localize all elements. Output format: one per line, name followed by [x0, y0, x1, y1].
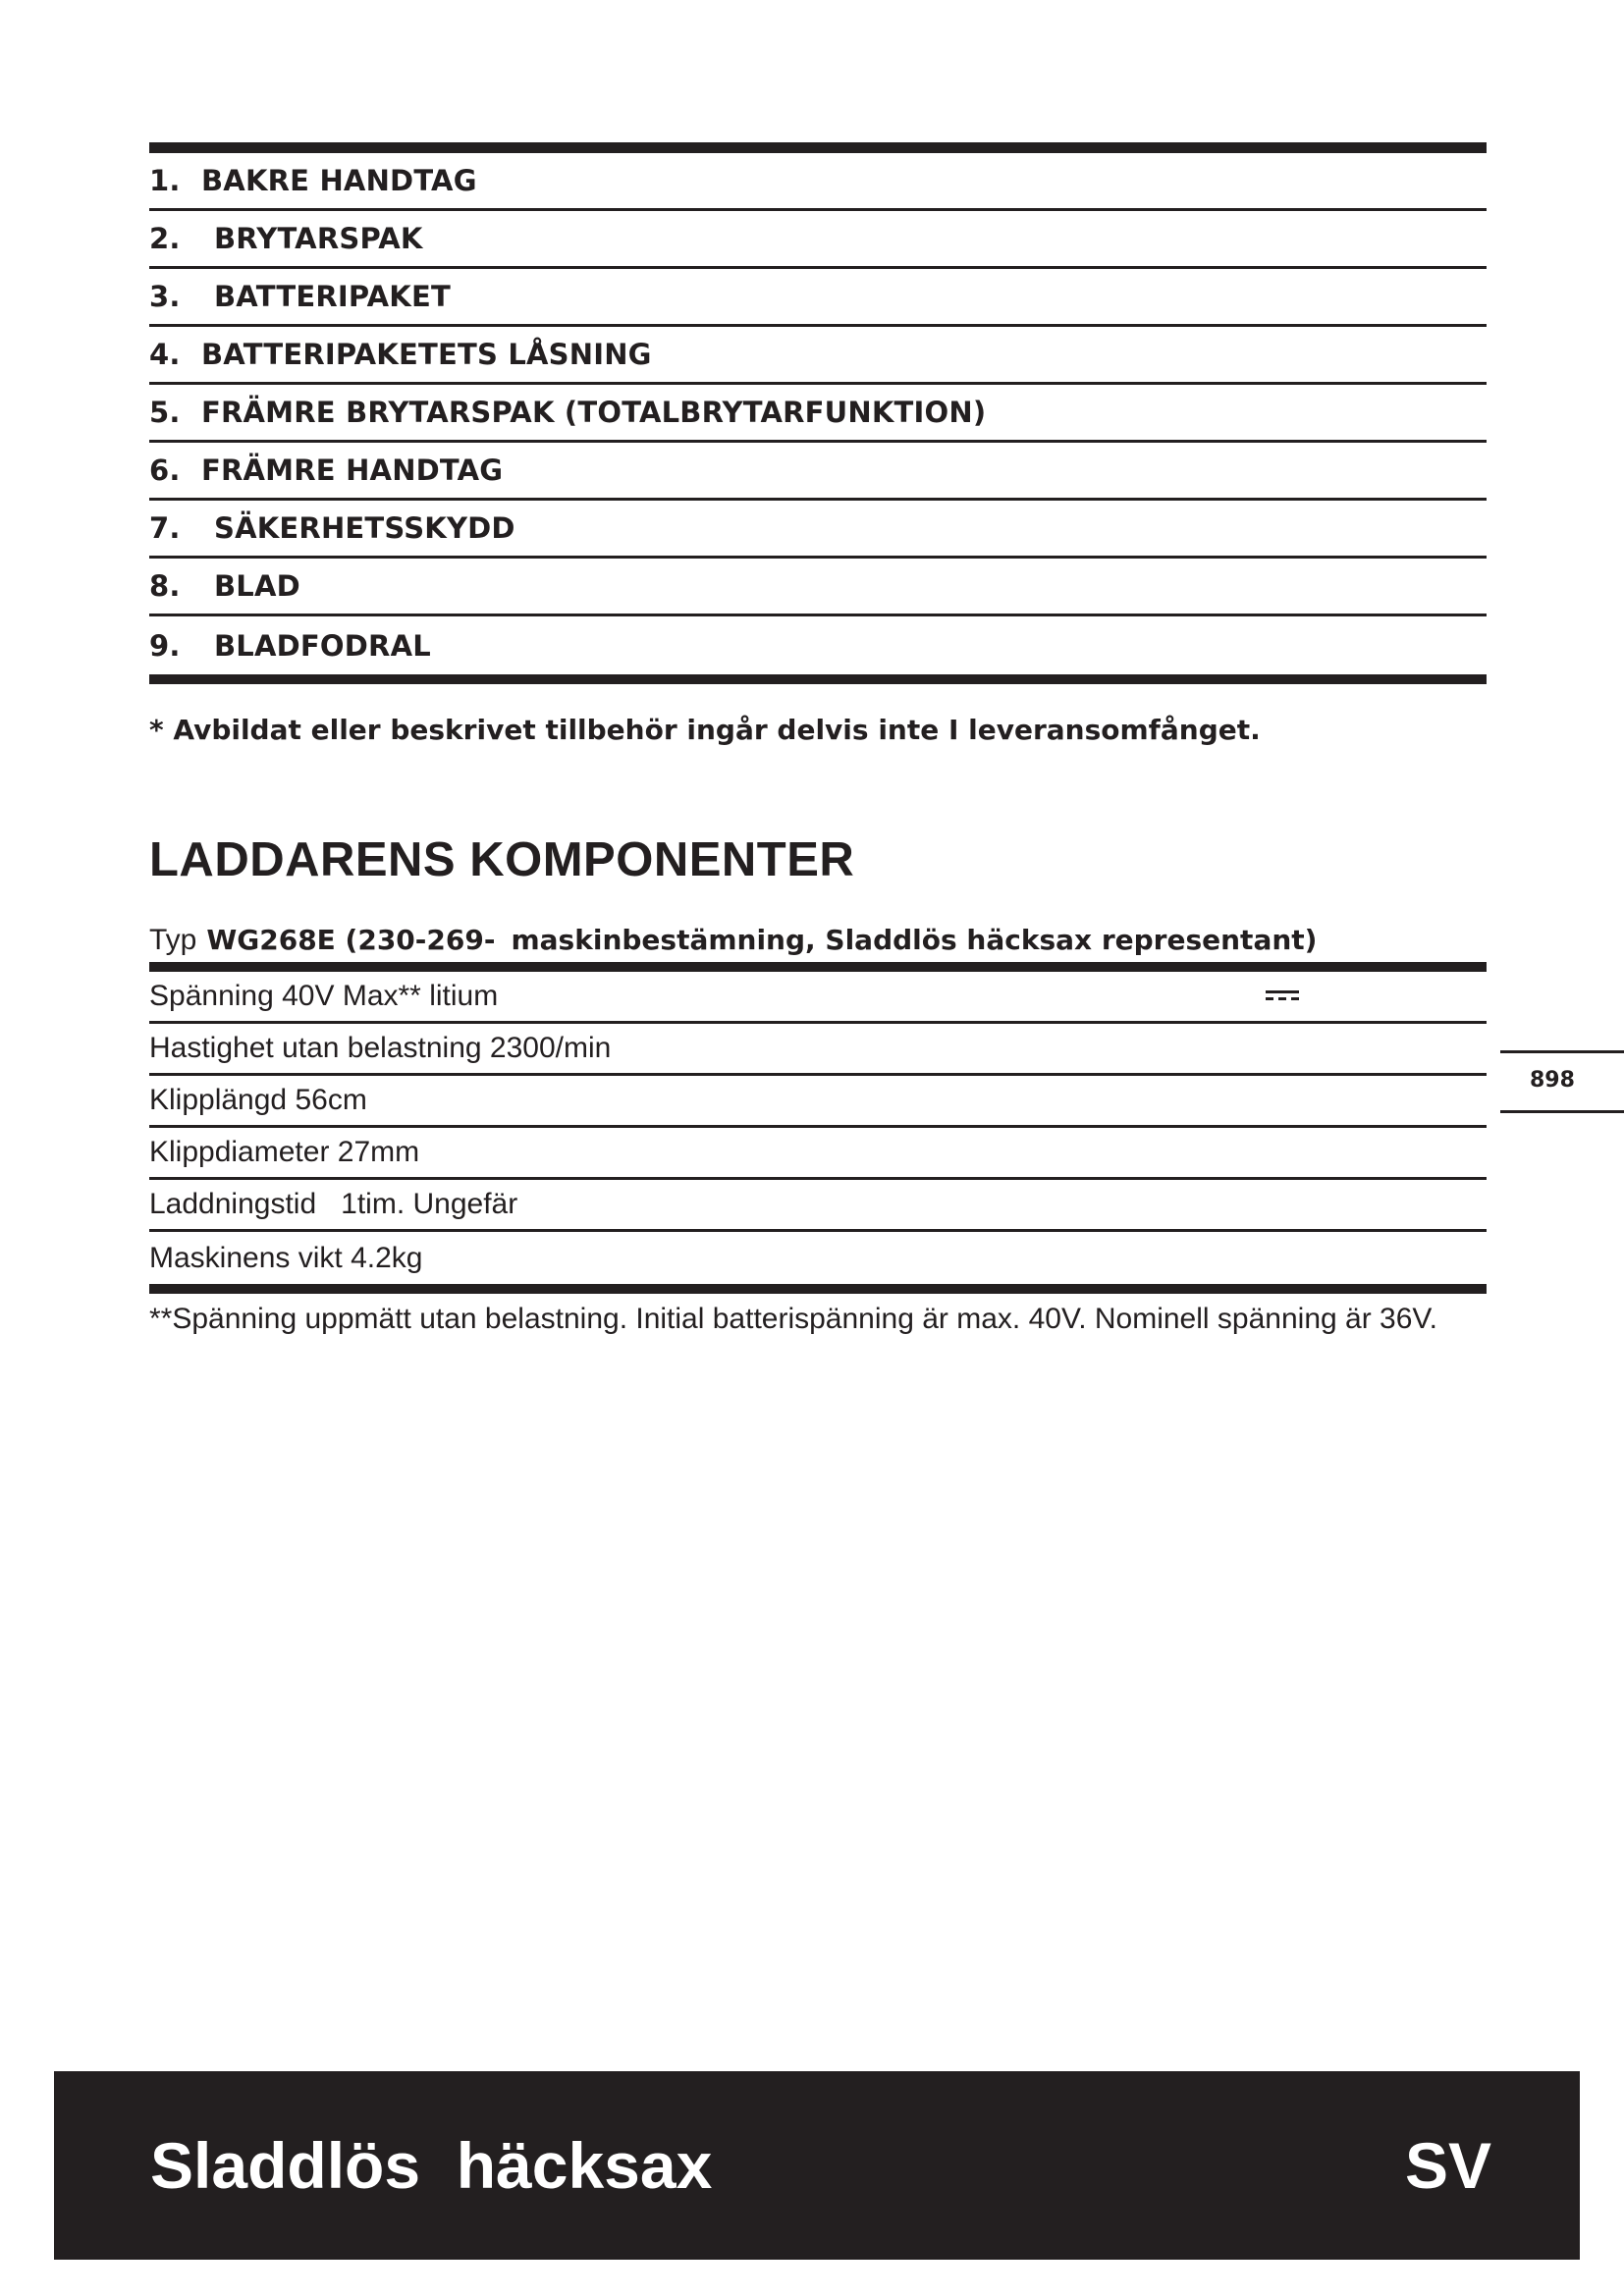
- type-label: Typ: [149, 924, 197, 956]
- spec-row: [149, 972, 1487, 1024]
- parts-list-item: [149, 443, 1487, 501]
- spec-text: Maskinens vikt 4.2kg: [149, 1241, 423, 1274]
- spec-row: [149, 1024, 1487, 1076]
- footer-language-code: SV: [1404, 2129, 1491, 2202]
- spec-text: Spänning 40V Max** litium: [149, 980, 499, 1012]
- parts-item-number: 6.: [149, 454, 181, 487]
- parts-list-item: [149, 501, 1487, 559]
- parts-item-number: 1.: [149, 164, 181, 197]
- parts-list-item: [149, 269, 1487, 327]
- parts-list-item: [149, 559, 1487, 616]
- parts-item-number: 2.: [149, 222, 181, 255]
- footer-title: Sladdlös häcksax: [150, 2129, 713, 2202]
- type-line: [149, 924, 1317, 957]
- spec-text: Laddningstid 1tim. Ungefär: [149, 1188, 518, 1220]
- side-page-tab: [1500, 1050, 1624, 1113]
- parts-list-item: [149, 327, 1487, 385]
- spec-text: Klippdiameter 27mm: [149, 1136, 420, 1168]
- spec-row: [149, 1128, 1487, 1180]
- parts-list-item: [149, 153, 1487, 211]
- spec-row: [149, 1180, 1487, 1232]
- side-tab-label: 898: [1530, 1068, 1575, 1093]
- type-model: WG268E (230-269-: [206, 924, 496, 956]
- accessory-note: * Avbildat eller beskrivet tillbehör ingår delvis inte I leveransomfånget.: [149, 714, 1261, 746]
- type-description: maskinbestämning, Sladdlös häcksax representant): [511, 924, 1318, 956]
- specs-table: [149, 962, 1487, 1294]
- spec-row: [149, 1232, 1487, 1284]
- parts-item-number: 5.: [149, 396, 181, 429]
- parts-item-label: BLAD: [214, 569, 300, 603]
- parts-item-label: BAKRE HANDTAG: [201, 164, 477, 197]
- parts-item-number: 3.: [149, 280, 181, 313]
- parts-item-label: FRÄMRE HANDTAG: [201, 454, 504, 487]
- spec-text: Hastighet utan belastning 2300/min: [149, 1032, 612, 1064]
- dc-current-icon: [1266, 989, 1299, 1001]
- parts-list-item: [149, 616, 1487, 674]
- parts-item-number: 7.: [149, 511, 181, 545]
- parts-item-number: 4.: [149, 338, 181, 371]
- parts-list-item: [149, 211, 1487, 269]
- parts-item-number: 8.: [149, 569, 181, 603]
- parts-item-label: BATTERIPAKETETS LÅSNING: [201, 338, 652, 371]
- section-title: LADDARENS KOMPONENTER: [149, 833, 855, 886]
- parts-item-label: FRÄMRE BRYTARSPAK (TOTALBRYTARFUNKTION): [201, 396, 987, 429]
- parts-list: [149, 142, 1487, 684]
- parts-item-number: 9.: [149, 628, 181, 663]
- parts-item-label: BLADFODRAL: [214, 628, 431, 663]
- footer-band: [54, 2071, 1580, 2260]
- parts-item-label: SÄKERHETSSKYDD: [214, 511, 515, 545]
- parts-item-label: BRYTARSPAK: [214, 222, 423, 255]
- parts-list-item: [149, 385, 1487, 443]
- spec-row: [149, 1076, 1487, 1128]
- spec-text: Klipplängd 56cm: [149, 1084, 367, 1116]
- parts-item-label: BATTERIPAKET: [214, 280, 451, 313]
- voltage-footnote: **Spänning uppmätt utan belastning. Initial batterispänning är max. 40V. Nominell spänning är 36V.: [149, 1303, 1437, 1335]
